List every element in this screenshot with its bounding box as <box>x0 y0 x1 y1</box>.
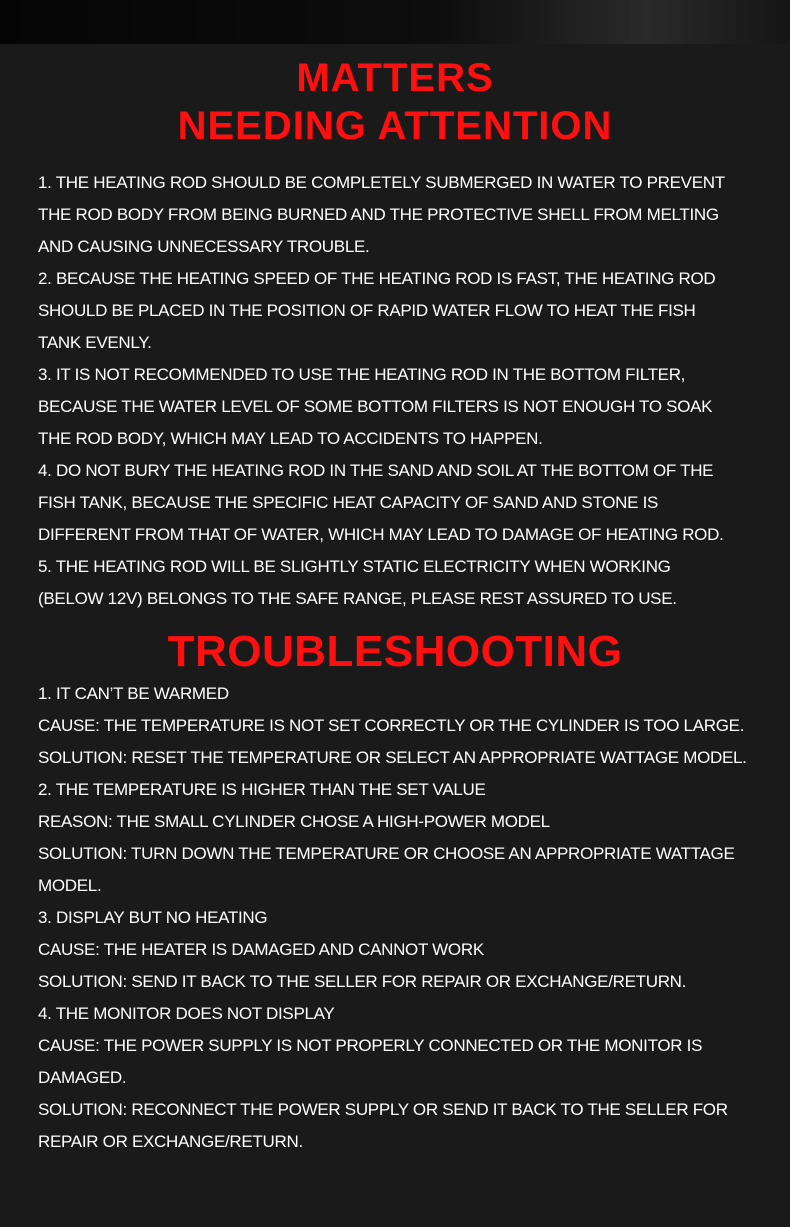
troubleshooting-line: 3. DISPLAY BUT NO HEATING <box>38 908 268 927</box>
top-banner-strip <box>0 0 790 44</box>
attention-line: SHOULD BE PLACED IN THE POSITION OF RAPID WATER FLOW TO HEAT THE FISH <box>38 301 696 320</box>
troubleshooting-line: SOLUTION: SEND IT BACK TO THE SELLER FOR REPAIR OR EXCHANGE/RETURN. <box>38 972 687 991</box>
troubleshooting-heading: TROUBLESHOOTING <box>167 627 623 676</box>
attention-line: 4. DO NOT BURY THE HEATING ROD IN THE SAND AND SOIL AT THE BOTTOM OF THE <box>38 461 714 480</box>
attention-line: BECAUSE THE WATER LEVEL OF SOME BOTTOM FILTERS IS NOT ENOUGH TO SOAK <box>38 397 713 416</box>
troubleshooting-line: CAUSE: THE HEATER IS DAMAGED AND CANNOT WORK <box>38 940 484 959</box>
troubleshooting-list <box>38 678 768 1158</box>
attention-line: 2. BECAUSE THE HEATING SPEED OF THE HEATING ROD IS FAST, THE HEATING ROD <box>38 269 716 288</box>
troubleshooting-line: 1. IT CAN’T BE WARMED <box>38 684 229 703</box>
attention-heading <box>0 54 790 150</box>
attention-line: AND CAUSING UNNECESSARY TROUBLE. <box>38 237 370 256</box>
troubleshooting-line: CAUSE: THE POWER SUPPLY IS NOT PROPERLY CONNECTED OR THE MONITOR IS <box>38 1036 703 1055</box>
troubleshooting-line: 4. THE MONITOR DOES NOT DISPLAY <box>38 1004 335 1023</box>
attention-notes-list <box>38 167 768 615</box>
attention-line: 5. THE HEATING ROD WILL BE SLIGHTLY STATIC ELECTRICITY WHEN WORKING <box>38 557 671 576</box>
attention-line: TANK EVENLY. <box>38 333 152 352</box>
troubleshooting-line: SOLUTION: RESET THE TEMPERATURE OR SELECT AN APPROPRIATE WATTAGE MODEL. <box>38 748 747 767</box>
attention-line: 3. IT IS NOT RECOMMENDED TO USE THE HEATING ROD IN THE BOTTOM FILTER, <box>38 365 686 384</box>
attention-line: THE ROD BODY FROM BEING BURNED AND THE PROTECTIVE SHELL FROM MELTING <box>38 205 719 224</box>
troubleshooting-line: DAMAGED. <box>38 1068 127 1087</box>
attention-heading-line-1: MATTERS <box>296 56 494 100</box>
attention-line: (BELOW 12V) BELONGS TO THE SAFE RANGE, PLEASE REST ASSURED TO USE. <box>38 589 677 608</box>
troubleshooting-line: SOLUTION: RECONNECT THE POWER SUPPLY OR SEND IT BACK TO THE SELLER FOR <box>38 1100 728 1119</box>
troubleshooting-line: REPAIR OR EXCHANGE/RETURN. <box>38 1132 303 1151</box>
troubleshooting-line: SOLUTION: TURN DOWN THE TEMPERATURE OR CHOOSE AN APPROPRIATE WATTAGE <box>38 844 735 863</box>
troubleshooting-line: MODEL. <box>38 876 102 895</box>
troubleshooting-line: CAUSE: THE TEMPERATURE IS NOT SET CORRECTLY OR THE CYLINDER IS TOO LARGE. <box>38 716 745 735</box>
attention-line: FISH TANK, BECAUSE THE SPECIFIC HEAT CAPACITY OF SAND AND STONE IS <box>38 493 659 512</box>
attention-heading-line-2: NEEDING ATTENTION <box>177 104 613 148</box>
attention-line: THE ROD BODY, WHICH MAY LEAD TO ACCIDENTS TO HAPPEN. <box>38 429 543 448</box>
attention-line: DIFFERENT FROM THAT OF WATER, WHICH MAY LEAD TO DAMAGE OF HEATING ROD. <box>38 525 724 544</box>
troubleshooting-line: REASON: THE SMALL CYLINDER CHOSE A HIGH-POWER MODEL <box>38 812 550 831</box>
attention-line: 1. THE HEATING ROD SHOULD BE COMPLETELY SUBMERGED IN WATER TO PREVENT <box>38 173 725 192</box>
troubleshooting-line: 2. THE TEMPERATURE IS HIGHER THAN THE SET VALUE <box>38 780 486 799</box>
